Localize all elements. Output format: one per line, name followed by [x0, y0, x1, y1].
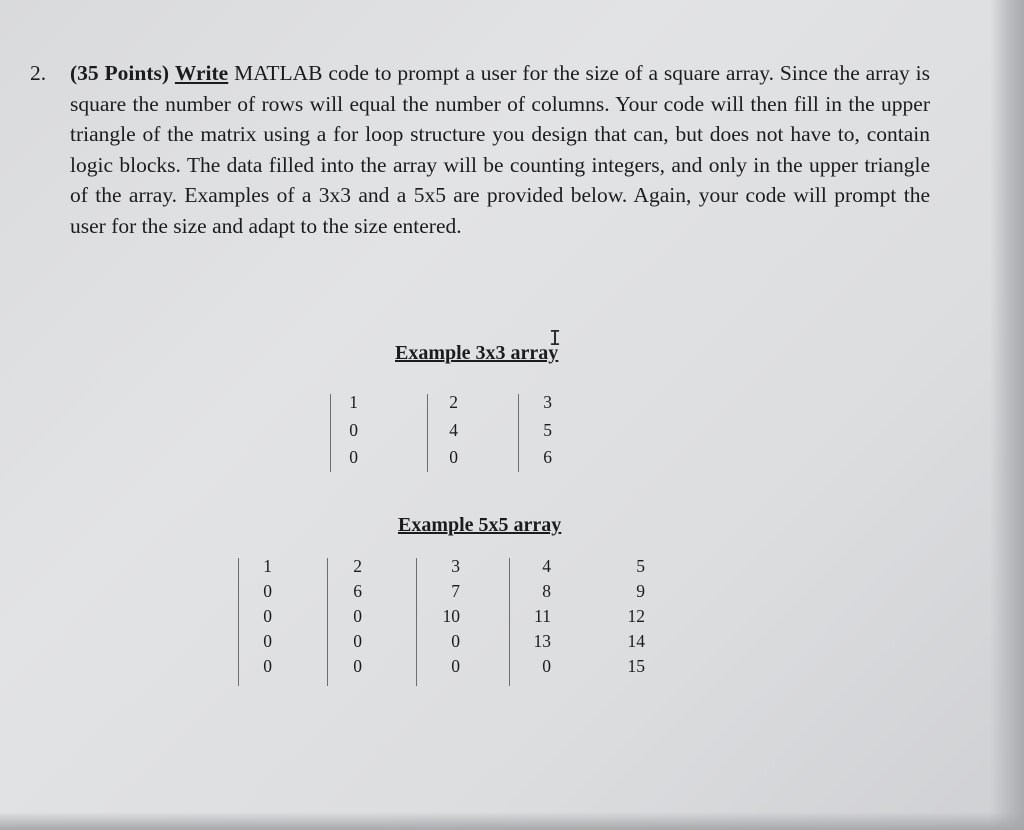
matrix-5x5-cell-r3-c2: 0: [353, 606, 362, 626]
matrix-5x5-cell-r4-c2: 0: [353, 631, 362, 651]
matrix-5x5-cell-r2-c1: 0: [263, 581, 272, 601]
matrix-5x5-cell-r5-c5: 15: [627, 656, 645, 676]
question-action-word: Write: [174, 61, 229, 85]
matrix-3x3-cell-r3-c3: 6: [543, 447, 552, 467]
matrix-5x5-left-bracket: [238, 558, 239, 686]
matrix-5x5-cell-r3-c3: 10: [442, 606, 460, 626]
matrix-3x3-cell-r3-c1: 0: [349, 447, 358, 467]
example-3x3-title: Example 3x3 array: [395, 342, 559, 364]
matrix-3x3-cell-r1-c2: 2: [449, 392, 458, 412]
matrix-5x5-cell-r3-c1: 0: [263, 606, 272, 626]
matrix-3x3-divider-2: [518, 394, 519, 472]
matrix-5x5-divider-3: [509, 558, 510, 686]
matrix-5x5-cell-r1-c2: 2: [353, 556, 362, 576]
matrix-3x3-divider-1: [427, 394, 428, 472]
matrix-3x3-cell-r1-c1: 1: [349, 392, 358, 412]
matrix-5x5-cell-r3-c5: 12: [627, 606, 645, 626]
question-body: MATLAB code to prompt a user for the size of a square array. Since the array is square the number of rows will equal the number of columns. Your code will then fill in the upper triangle of the matrix using a for loop structure you design that can, but does not have to, contain logic blocks. The data filled into the array will be counting integers, and only in the upper triangle of the array. Examples of a 3x3 and a 5x5 are provided below. Again, your code will prompt the user for the size and adapt to the size entered.: [70, 61, 930, 238]
matrix-5x5-cell-r4-c4: 13: [533, 631, 551, 651]
text-cursor-icon: I: [549, 326, 562, 350]
question-text: [70, 58, 930, 242]
matrix-5x5-cell-r1-c1: 1: [263, 556, 272, 576]
matrix-5x5-cell-r4-c3: 0: [451, 631, 460, 651]
matrix-5x5-divider-1: [327, 558, 328, 686]
matrix-5x5-cell-r1-c5: 5: [636, 556, 645, 576]
matrix-5x5-cell-r5-c4: 0: [542, 656, 551, 676]
question-block: [30, 58, 930, 242]
matrix-3x3-left-bracket: [330, 394, 331, 472]
matrix-5x5-cell-r2-c5: 9: [636, 581, 645, 601]
example-5x5-title: Example 5x5 array: [398, 514, 562, 536]
matrix-5x5-cell-r1-c3: 3: [451, 556, 460, 576]
matrix-3x3-cell-r1-c3: 3: [543, 392, 552, 412]
matrix-5x5-cell-r2-c3: 7: [451, 581, 460, 601]
matrix-5x5-cell-r5-c2: 0: [353, 656, 362, 676]
matrix-5x5-cell-r5-c3: 0: [451, 656, 460, 676]
monitor-edge-bottom: [0, 812, 1024, 830]
matrix-3x3-cell-r2-c3: 5: [543, 420, 552, 440]
matrix-5x5-cell-r3-c4: 11: [534, 606, 551, 626]
matrix-5x5-cell-r4-c1: 0: [263, 631, 272, 651]
matrix-3x3-cell-r2-c2: 4: [449, 420, 458, 440]
question-points: (35 Points): [70, 61, 170, 85]
matrix-5x5-divider-2: [416, 558, 417, 686]
matrix-5x5-cell-r2-c4: 8: [542, 581, 551, 601]
matrix-5x5-cell-r2-c2: 6: [353, 581, 362, 601]
matrix-3x3-cell-r2-c1: 0: [349, 420, 358, 440]
example-3x3-matrix: [330, 392, 590, 476]
matrix-5x5-cell-r1-c4: 4: [542, 556, 551, 576]
matrix-3x3-cell-r3-c2: 0: [449, 447, 458, 467]
monitor-edge-right: [990, 0, 1024, 830]
example-5x5-matrix: [240, 556, 660, 692]
matrix-5x5-cell-r5-c1: 0: [263, 656, 272, 676]
question-number: 2.: [30, 61, 47, 85]
matrix-5x5-cell-r4-c5: 14: [627, 631, 645, 651]
